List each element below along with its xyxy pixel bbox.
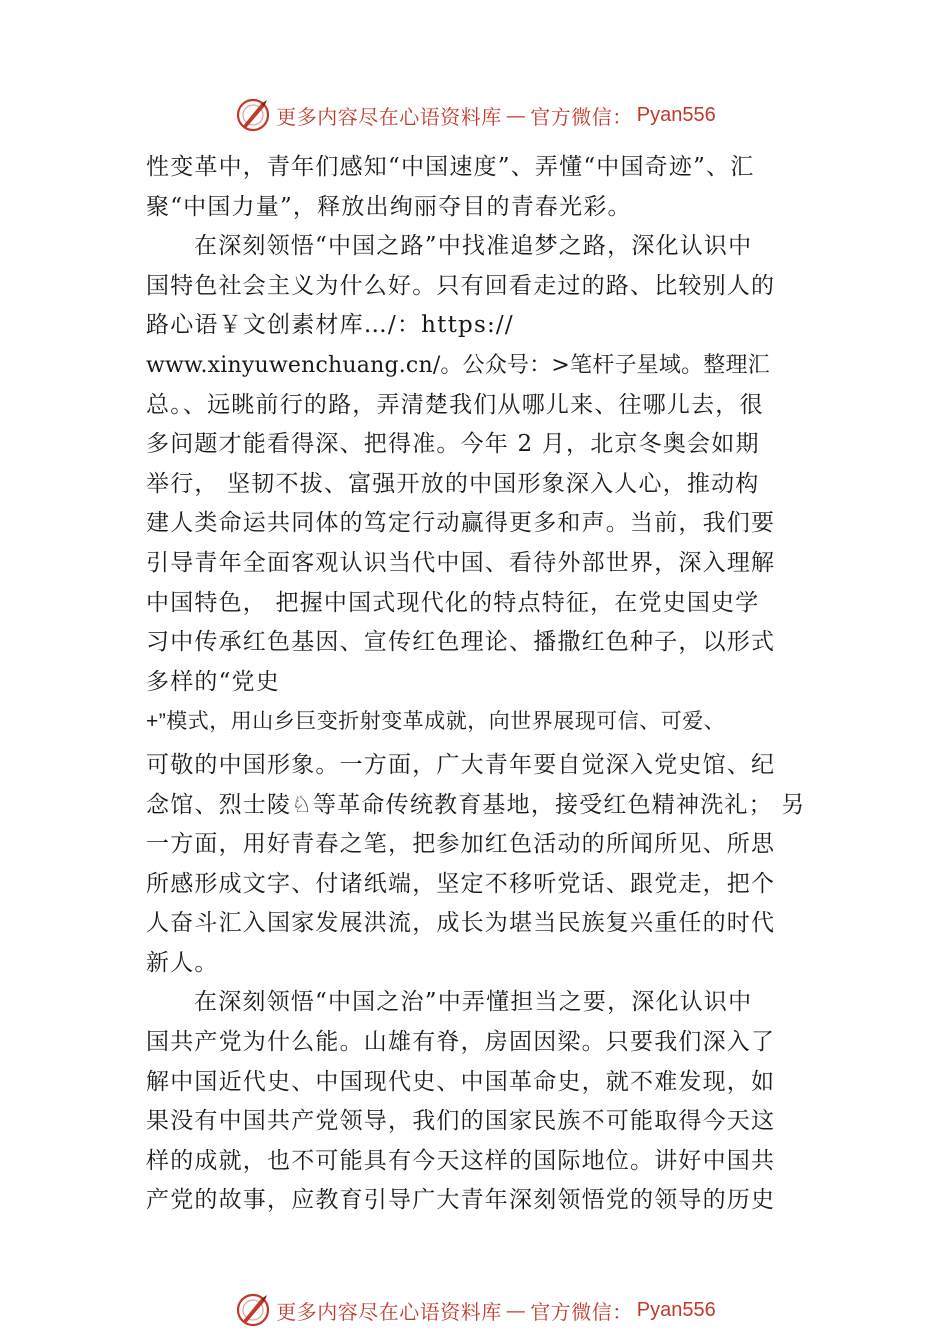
watermark-title: 更多内容尽在心语资料库 bbox=[276, 104, 502, 129]
body-line: 果没有中国共产党领导，我们的国家民族不可能取得今天这 bbox=[146, 1108, 776, 1135]
watermark-wechat-id: Pyan556 bbox=[636, 1298, 716, 1321]
body-line: 在深刻领悟“中国之治”中弄懂担当之要，深化认识中 bbox=[194, 989, 753, 1016]
body-line: 性变革中，青年们感知“中国速度”、弄懂“中国奇迹”、汇 bbox=[146, 154, 755, 180]
watermark-title: 更多内容尽在心语资料库 bbox=[276, 1299, 502, 1324]
body-line: 路心语￥文创素材库…/：https:// bbox=[146, 312, 514, 339]
body-line: 多问题才能看得深、把得准。今年 2 月，北京冬奥会如期 bbox=[146, 431, 760, 458]
watermark-wechat-id: Pyan556 bbox=[636, 103, 716, 126]
quill-seal-icon bbox=[234, 1291, 272, 1329]
body-line: 聚“中国力量”，释放出绚丽夺目的青春光彩。 bbox=[146, 193, 632, 220]
body-line: 多样的“党史 bbox=[146, 668, 280, 695]
body-line: 国共产党为什么能。山雄有脊，房固因梁。只要我们深入了 bbox=[146, 1029, 776, 1056]
body-line: 引导青年全面客观认识当代中国、看待外部世界，深入理解 bbox=[146, 549, 776, 576]
footer-watermark bbox=[0, 1290, 950, 1330]
body-line: 人奋斗汇入国家发展洪流，成长为堪当民族复兴重任的时代 bbox=[146, 910, 776, 937]
body-line: 在深刻领悟“中国之路”中找准追梦之路，深化认识中 bbox=[194, 233, 753, 260]
body-line: 一方面，用好青春之笔，把参加红色活动的所闻所见、所思 bbox=[146, 831, 776, 858]
body-line: 习中传承红色基因、宣传红色理论、播撒红色种子，以形式 bbox=[146, 629, 776, 656]
body-line: 建人类命运共同体的笃定行动赢得更多和声。当前，我们要 bbox=[146, 510, 776, 537]
body-line: +”模式，用山乡巨变折射变革成就，向世界展现可信、可爱、 bbox=[146, 710, 726, 734]
watermark-wechat-label: 官方微信： bbox=[530, 104, 633, 129]
body-line: 样的成就，也不可能具有今天这样的国际地位。讲好中国共 bbox=[146, 1147, 776, 1174]
watermark-wechat-label: 官方微信： bbox=[530, 1299, 633, 1324]
body-line: www.xinyuwenchuang.cn/。公众号：>笔杆子星域。整理汇 bbox=[146, 352, 770, 378]
quill-seal-icon bbox=[234, 96, 272, 134]
body-line: 可敬的中国形象。一方面，广大青年要自觉深入党史馆、纪 bbox=[146, 751, 776, 778]
body-line: 新人。 bbox=[146, 949, 219, 976]
body-line: 解中国近代史、中国现代史、中国革命史，就不难发现，如 bbox=[146, 1068, 776, 1095]
watermark-dash: — bbox=[505, 1298, 527, 1322]
body-line: 念馆、烈士陵♘等革命传统教育基地，接受红色精神洗礼； 另 bbox=[146, 791, 806, 818]
header-watermark bbox=[0, 95, 950, 135]
body-line: 国特色社会主义为什么好。只有回看走过的路、比较别人的 bbox=[146, 272, 776, 299]
watermark-dash: — bbox=[505, 103, 527, 127]
body-line: 总。、远眺前行的路，弄清楚我们从哪儿来、往哪儿去，很 bbox=[146, 391, 764, 418]
body-line: 中国特色， 把握中国式现代化的特点特征，在党史国史学 bbox=[146, 589, 760, 616]
body-line: 产党的故事，应教育引导广大青年深刻领悟党的领导的历史 bbox=[146, 1187, 776, 1214]
document-body bbox=[146, 148, 816, 1221]
body-line: 举行， 坚韧不拔、富强开放的中国形象深入人心，推动构 bbox=[146, 470, 760, 497]
body-line: 所感形成文字、付诸纸端，坚定不移听党话、跟党走，把个 bbox=[146, 870, 776, 897]
